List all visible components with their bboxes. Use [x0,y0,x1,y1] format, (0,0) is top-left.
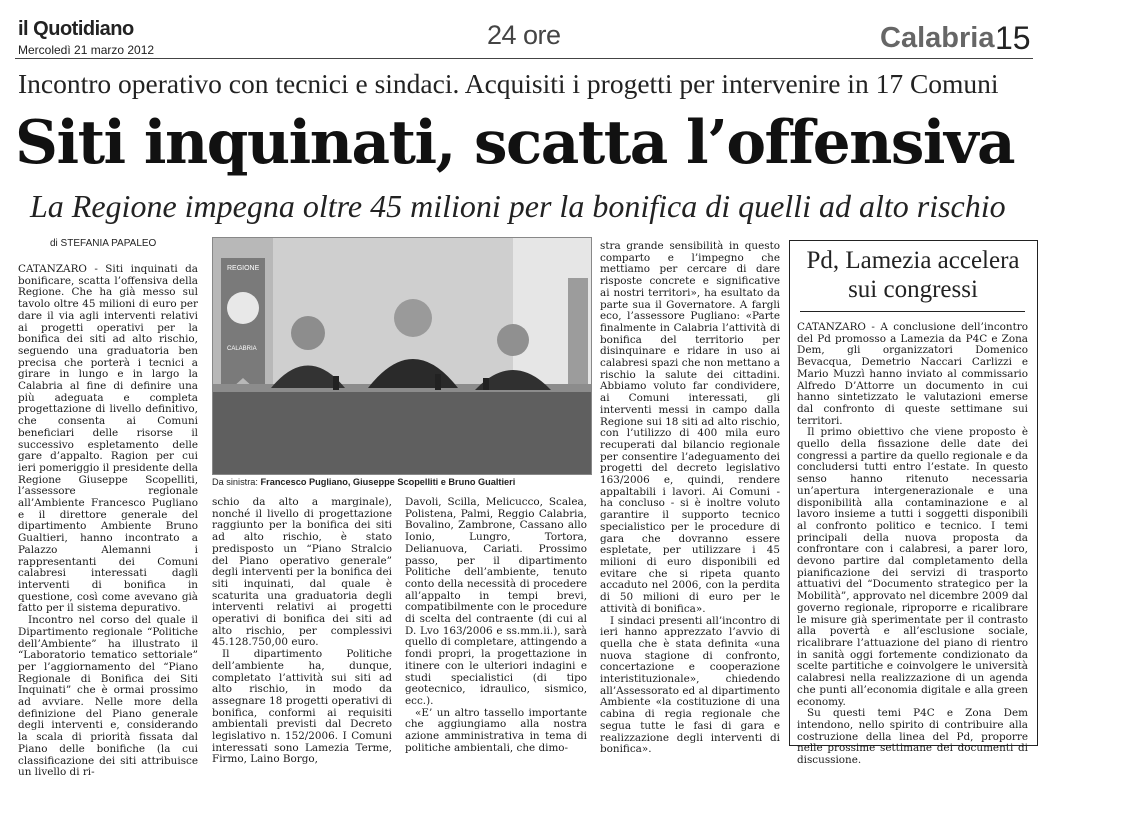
masthead-divider [15,58,1033,59]
table [213,388,591,474]
article-byline: di STEFANIA PAPALEO [50,238,157,249]
article-subhead: La Regione impegna oltre 45 milioni per la bonifica di quelli ad alto rischio [30,188,1006,224]
person-center [394,299,432,337]
section-label: 24 ore [487,20,561,50]
article-headline: Siti inquinati, scatta l’offensiva [15,108,1015,178]
paragraph: «E’ un altro tassello importante che aggiungiamo alla nostra azione amministrativa in tema di politiche ambientali, che dimo- [405,706,587,754]
paragraph: Su questi temi P4C e Zona Dem intendono, nello spirito di contribuire alla costruzione della linea del Pd, proporre nelle prossime settimane dei documenti di discussione. [797,707,1028,767]
region-label: Calabria [880,22,995,54]
photo-caption [212,477,592,487]
page-number: 15 [995,20,1031,56]
sidebar-text [797,322,1028,767]
article-column-3 [405,497,587,754]
caption-names: Francesco Pugliano, Giuseppe Scopelliti e Bruno Gualtieri [260,477,516,487]
paragraph: I sindaci presenti all’incontro di ieri hanno apprezzato l’avvio di quella che è stata definita «una nuova stagione di confronto, concertazione e cooperazione interistituzionale», chiedendo all’Assessorato ed al dipartimento Ambiente «la costituzione di una cabina di regia regionale che segua tutte le fasi di gara e realizzazione degli interventi di bonifica». [600,614,780,756]
sidebar-title: Pd, Lamezia accelera sui congressi [806,247,1020,303]
newspaper-logo: il Quotidiano [18,18,134,40]
photo-illustration [213,238,591,474]
regional-banner [221,258,265,398]
article-column-1 [18,264,198,779]
paragraph: Davoli, Scilla, Melicucco, Scalea, Polistena, Palmi, Reggio Calabria, Bovalino, Zambrone, Cassano allo Ionio, Lungro, Tortora, Delianuova, Cariati. Prossimo passo, per il dipartimento Politiche dell’ambiente, tenuto conto della necessità di procedere all’appalto in tempi brevi, compatibilmente con le procedure di scelta del contraente (di cui al D. Lvo 163/2006 e ss.mm.ii.), sarà quello di completare, attingendo a fondi propri, la progettazione in itinere con le ulteriori indagini e studi specialistici (di tipo geotecnico, idraulico, sismico, ecc.). [405,496,587,707]
paragraph: Il primo obiettivo che viene proposto è quello della fissazione delle date dei congressi a partire da quello regionale e da concludersi tutti entro l’estate. In questo senso hanno ritenuto necessaria un’apertura intergenerazionale e una disponibilità alla contaminazione e al lavoro insieme a tutti i soggetti disponibili al confronto politico e tecnico. I temi principali della nuova proposta da confrontare con i calabresi, a parer loro, devono partire dal completamento della pianificazione dei servizi di trasporto attuativi del “Documento strategico per la Mobilità”, approvato nel dicembre 2009 dal governo regionale, riproporre e ricalibrare le misure già sperimentate per il contrasto alla povertà e all’esclusione sociale, ricalibrare l’attuazione del piano di rientro in sanità oggi fortemente condizionato da scelte partitiche e coinvolgere le università calabresi nella realizzazione di un agenda che punti all’economia digitale e alla green economy. [797,426,1028,708]
paragraph: Incontro nel corso del quale il Dipartimento regionale “Politiche dell’Ambiente” ha illustrato il “Laboratorio tematico settoriale” per l’aggiornamento del “Piano Regionale di Bonifica dei Siti Inquinati” che è ormai prossimo ad avviare. Nelle more della definizione del Piano generale degli interventi e, considerando la scala di priorità fissata dal Piano delle bonifiche (la cui classificazione dei siti attribuisce un livello di ri- [18,614,198,779]
paragraph: CATANZARO - A conclusione dell’incontro del Pd promosso a Lamezia da P4C e Zona Dem, gli organizzatori Domenico Bevacqua, Demetrio Naccari Carlizzi e Mario Muzzì hanno inviato al commissario Alfredo D’Attorre un documento in cui hanno sintetizzato le valutazioni emerse dal confronto di queste settimane sui territori. [797,321,1028,427]
caption-prefix: Da sinistra: [212,477,258,487]
paragraph: Il dipartimento Politiche dell’ambiente ha, dunque, completato l’attività sui siti ad alto rischio, in modo da assegnare 18 progetti operativi di bonifica, conformi ai requisiti ambientali previsti dal Decreto legislativo n. 152/2006. I Comuni interessati sono Lamezia Terme, Firmo, Laino Borgo, [212,648,392,766]
article-kicker: Incontro operativo con tecnici e sindaci. Acquisiti i progetti per intervenire in 17 Comuni [18,68,999,99]
article-column-4 [600,241,780,756]
banner-subtext: CALABRIA [227,346,257,352]
issue-date: Mercoledì 21 marzo 2012 [18,43,155,57]
paragraph: CATANZARO - Siti inquinati da bonificare, scatta l’offensiva della Regione. Che ha già messo sul tavolo oltre 45 milioni di euro per dare il via agli interventi relativi ai progetti operativi per la bonifica dei siti ad alto rischio, seguendo una graduatoria ben precisa che porterà i tecnici a girare in lungo e in largo la Calabria al fine di definire una più adeguata e completa progettazione di livello definitivo, che consenta ai Comuni beneficiari delle risorse il successivo espletamento delle gare d’appalto. Ragion per cui ieri pomeriggio il presidente della Regione Giuseppe Scopelliti, l’assessore regionale all’Ambiente Francesco Pugliano e il direttore generale del dipartimento Ambiente Bruno Gualtieri, hanno incontrato a Palazzo Alemanni i rappresentanti dei Comuni calabresi interessati dagli interventi di bonifica in questione, così come avevano già fatto per il sistema depurativo. [18,263,198,615]
article-column-2 [212,497,392,766]
person-right [497,324,529,356]
paragraph: schio da alto a marginale), nonché il livello di progettazione raggiunto per la bonifica dei siti ad alto rischio, è stato predisposto un “Piano Stralcio del Piano operativo generale” degli interventi per la bonifica dei siti inquinati, dal quale è scaturita una graduatoria degli interventi relativi ai progetti operativi di bonifica dei siti ad alto rischio, per complessivi 45.128.750,00 euro. [212,496,392,649]
article-photo [212,237,592,475]
paragraph: stra grande sensibilità in questo comparto e l’impegno che mettiamo per cercare di dare risposte concrete e significative ai nostri territori», ha esultato da parte sua il Governatore. A fargli eco, l’assessore Pugliano: «Parte finalmente in Calabria l’attività di bonifica del territorio per disinquinare e ridare in uso ai calabresi spazi che non mettano a rischio la salute dei cittadini. Abbiamo voluto far condividere, ai Comuni interessati, gli interventi messi in campo dalla Regione sui 18 siti ad alto rischio, con l’utilizzo di 400 mila euro recuperati dal bilancio regionale per consentire l’adeguamento dei progetti del decreto legislativo 163/2006 e, quindi, rendere appaltabili i lavori. Ai Comuni - ha concluso - si è inoltre voluto garantire il supporto tecnico specialistico per le procedure di gara che dovranno essere espletate, per utilizzare i 45 milioni di euro disponibili ed evitare che si ripeta quanto accaduto nel 2006, con la perdita di 50 milioni di euro per le attività di bonifica». [600,240,780,615]
sidebar-divider [800,311,1025,312]
banner-text: REGIONE [227,265,260,272]
flag [568,278,588,398]
person-left [291,316,325,350]
